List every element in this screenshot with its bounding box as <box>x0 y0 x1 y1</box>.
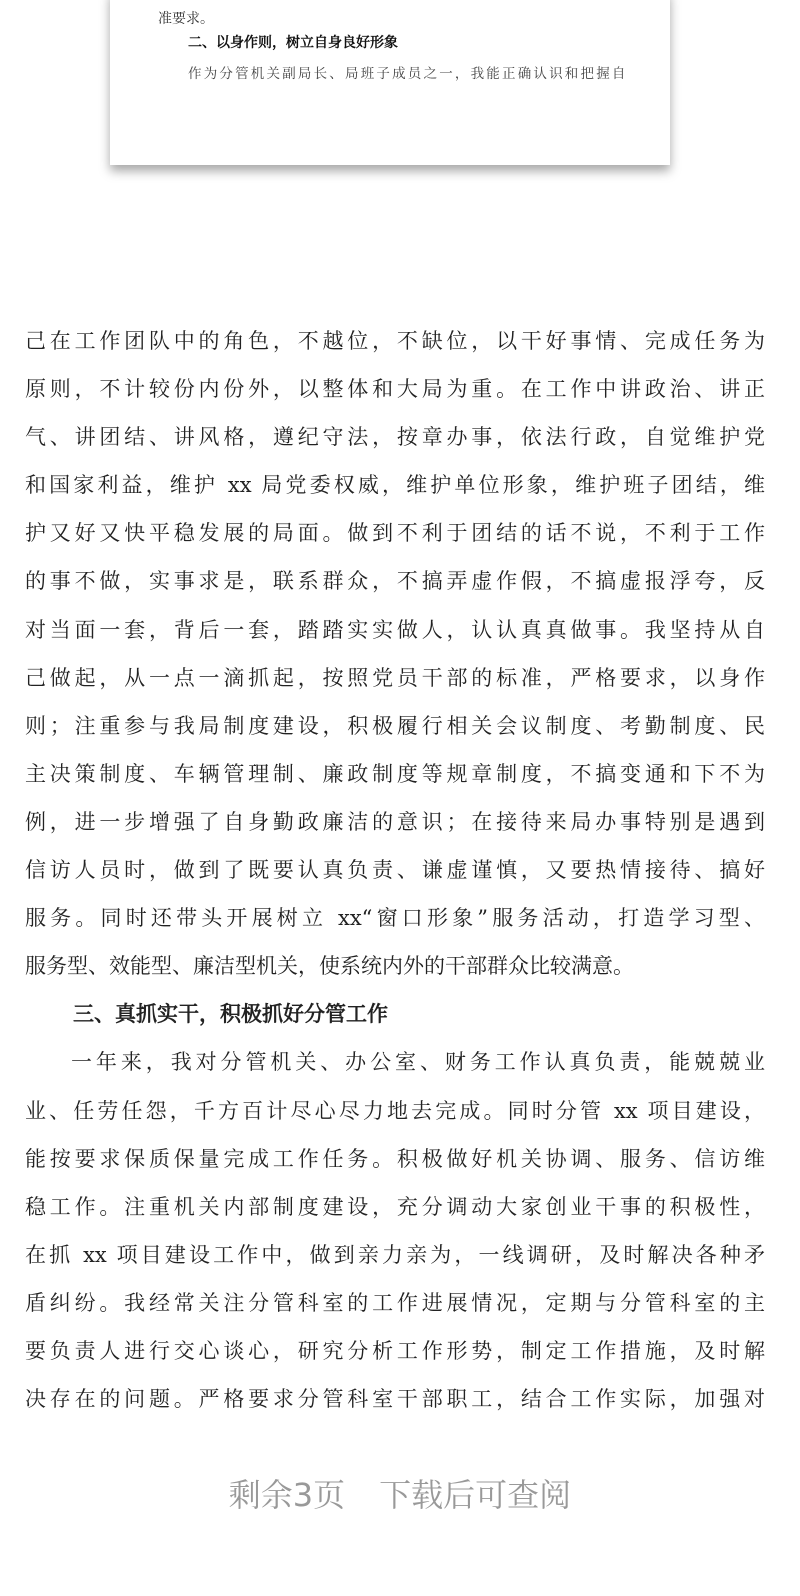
preview-text-line: 准要求。 <box>158 11 214 27</box>
text-line: 的事不做，实事求是，联系群众，不搞弄虚作假，不搞虚报浮夸，反 <box>25 569 765 594</box>
text-line: 服务型、效能型、廉洁型机关，使系统内外的干部群众比较满意。 <box>25 954 634 979</box>
text-line: 一年来，我对分管机关、办公室、财务工作认真负责，能兢兢业 <box>71 1050 765 1075</box>
text-line: 稳工作。注重机关内部制度建设，充分调动大家创业干事的积极性， <box>25 1194 765 1219</box>
download-to-view-label[interactable]: 下载后可查阅 <box>379 1476 572 1514</box>
text-line: 能按要求保质保量完成工作任务。积极做好机关协调、服务、信访维 <box>25 1146 765 1171</box>
text-line: 要负责人进行交心谈心，研究分析工作形势，制定工作措施，及时解 <box>25 1338 765 1363</box>
text-line: 则；注重参与我局制度建设，积极履行相关会议制度、考勤制度、民 <box>25 713 765 738</box>
text-line: 服务。同时还带头开展树立 xx“窗口形象”服务活动，打造学习型、 <box>25 906 765 931</box>
text-line: 在抓 xx 项目建设工作中，做到亲力亲为，一线调研，及时解决各种矛 <box>25 1242 765 1267</box>
text-line: 主决策制度、车辆管理制、廉政制度等规章制度，不搞变通和下不为 <box>25 761 765 786</box>
text-line: 信访人员时，做到了既要认真负责、谦虚谨慎，又要热情接待、搞好 <box>25 858 765 883</box>
section-3-heading: 三、真抓实干，积极抓好分管工作 <box>73 1002 388 1027</box>
text-line: 己在工作团队中的角色，不越位，不缺位，以干好事情、完成任务为 <box>25 329 765 353</box>
preview-text-line: 作为分管机关副局长、局班子成员之一，我能正确认识和把握自 <box>188 66 628 82</box>
section-2-paragraph <box>25 323 765 996</box>
text-line: 业、任劳任怨，千方百计尽心尽力地去完成。同时分管 xx 项目建设， <box>25 1098 765 1123</box>
text-line: 决存在的问题。严格要求分管科室干部职工，结合工作实际，加强对 <box>25 1387 765 1412</box>
text-line: 原则，不计较份内份外，以整体和大局为重。在工作中讲政治、讲正 <box>25 377 765 402</box>
page-preview-card <box>110 0 670 165</box>
text-line: 例，进一步增强了自身勤政廉洁的意识；在接待来局办事特别是遇到 <box>25 809 765 834</box>
text-line: 和国家利益，维护 xx 局党委权威，维护单位形象，维护班子团结，维 <box>25 473 765 498</box>
section-3-paragraph <box>25 1044 765 1429</box>
text-line: 气、讲团结、讲风格，遵纪守法，按章办事，依法行政，自觉维护党 <box>25 425 765 450</box>
text-line: 己做起，从一点一滴抓起，按照党员干部的标准，严格要求，以身作 <box>25 665 765 690</box>
download-prompt[interactable] <box>0 1470 800 1516</box>
preview-heading: 二、以身作则，树立自身良好形象 <box>188 35 398 51</box>
remaining-pages-label[interactable]: 剩余3页 <box>228 1476 346 1514</box>
text-line: 对当面一套，背后一套，踏踏实实做人，认认真真做事。我坚持从自 <box>25 617 765 642</box>
text-line: 护又好又快平稳发展的局面。做到不利于团结的话不说，不利于工作 <box>25 521 765 546</box>
document-body <box>25 323 765 1429</box>
text-line: 盾纠纷。我经常关注分管科室的工作进展情况，定期与分管科室的主 <box>25 1290 765 1315</box>
